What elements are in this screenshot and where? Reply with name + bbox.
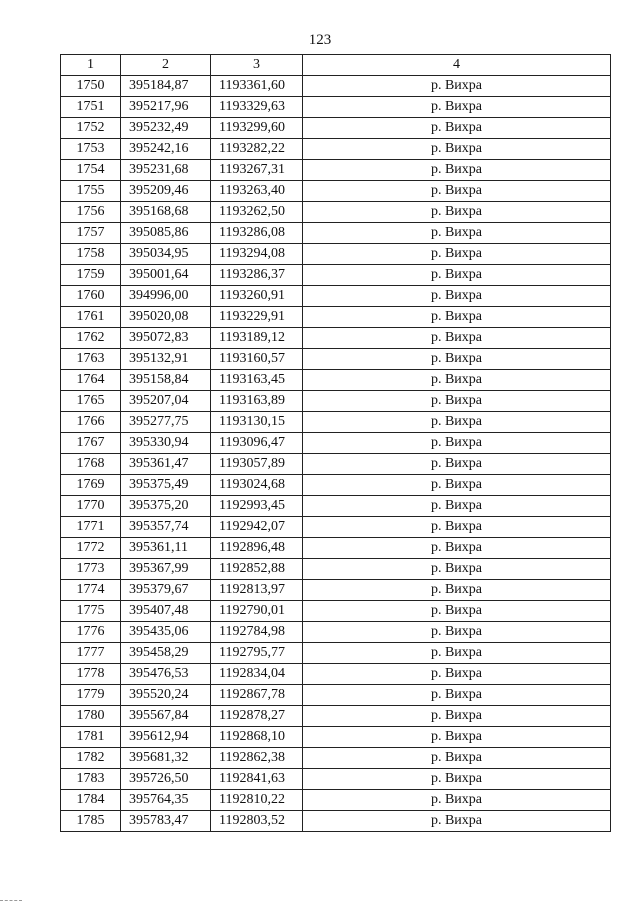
point-number-cell: 1765: [61, 391, 121, 412]
point-number-cell: 1757: [61, 223, 121, 244]
x-coordinate-cell: 395435,06: [121, 622, 211, 643]
table-row: [61, 643, 611, 664]
point-number-cell: 1775: [61, 601, 121, 622]
table-row: [61, 559, 611, 580]
y-coordinate-cell: 1193282,22: [211, 139, 303, 160]
point-number-cell: 1782: [61, 748, 121, 769]
description-cell: р. Вихра: [303, 97, 611, 118]
table-row: [61, 307, 611, 328]
y-coordinate-cell: 1192813,97: [211, 580, 303, 601]
y-coordinate-cell: 1193024,68: [211, 475, 303, 496]
description-cell: р. Вихра: [303, 559, 611, 580]
table-row: [61, 349, 611, 370]
x-coordinate-cell: 395072,83: [121, 328, 211, 349]
x-coordinate-cell: 395209,46: [121, 181, 211, 202]
table-row: [61, 181, 611, 202]
y-coordinate-cell: 1192841,63: [211, 769, 303, 790]
point-number-cell: 1766: [61, 412, 121, 433]
y-coordinate-cell: 1192784,98: [211, 622, 303, 643]
coordinates-table: [60, 54, 611, 832]
y-coordinate-cell: 1192942,07: [211, 517, 303, 538]
description-cell: р. Вихра: [303, 769, 611, 790]
description-cell: р. Вихра: [303, 202, 611, 223]
x-coordinate-cell: 395458,29: [121, 643, 211, 664]
y-coordinate-cell: 1193163,89: [211, 391, 303, 412]
x-coordinate-cell: 395361,11: [121, 538, 211, 559]
point-number-cell: 1764: [61, 370, 121, 391]
x-coordinate-cell: 395407,48: [121, 601, 211, 622]
point-number-cell: 1753: [61, 139, 121, 160]
table-row: [61, 265, 611, 286]
y-coordinate-cell: 1193267,31: [211, 160, 303, 181]
x-coordinate-cell: 395567,84: [121, 706, 211, 727]
description-cell: р. Вихра: [303, 349, 611, 370]
table-row: [61, 622, 611, 643]
table-row: [61, 160, 611, 181]
point-number-cell: 1779: [61, 685, 121, 706]
y-coordinate-cell: 1193294,08: [211, 244, 303, 265]
x-coordinate-cell: 395612,94: [121, 727, 211, 748]
table-row: [61, 790, 611, 811]
x-coordinate-cell: 395330,94: [121, 433, 211, 454]
y-coordinate-cell: 1193096,47: [211, 433, 303, 454]
description-cell: р. Вихра: [303, 580, 611, 601]
table-row: [61, 433, 611, 454]
point-number-cell: 1767: [61, 433, 121, 454]
table-row: [61, 580, 611, 601]
y-coordinate-cell: 1193361,60: [211, 76, 303, 97]
table-row: [61, 538, 611, 559]
table-row: [61, 664, 611, 685]
x-coordinate-cell: 395020,08: [121, 307, 211, 328]
table-row: [61, 97, 611, 118]
x-coordinate-cell: 395520,24: [121, 685, 211, 706]
y-coordinate-cell: 1192834,04: [211, 664, 303, 685]
point-number-cell: 1781: [61, 727, 121, 748]
table-row: [61, 286, 611, 307]
description-cell: р. Вихра: [303, 811, 611, 832]
description-cell: р. Вихра: [303, 76, 611, 97]
point-number-cell: 1771: [61, 517, 121, 538]
x-coordinate-cell: 395242,16: [121, 139, 211, 160]
point-number-cell: 1780: [61, 706, 121, 727]
table-row: [61, 391, 611, 412]
y-coordinate-cell: 1193329,63: [211, 97, 303, 118]
description-cell: р. Вихра: [303, 727, 611, 748]
table-row: [61, 454, 611, 475]
table-row: [61, 223, 611, 244]
table-row: [61, 496, 611, 517]
description-cell: р. Вихра: [303, 244, 611, 265]
table-row: [61, 811, 611, 832]
column-header-3: 3: [211, 55, 303, 76]
point-number-cell: 1755: [61, 181, 121, 202]
x-coordinate-cell: 395217,96: [121, 97, 211, 118]
description-cell: р. Вихра: [303, 433, 611, 454]
description-cell: р. Вихра: [303, 538, 611, 559]
point-number-cell: 1773: [61, 559, 121, 580]
table-row: [61, 748, 611, 769]
y-coordinate-cell: 1192896,48: [211, 538, 303, 559]
table-row: [61, 727, 611, 748]
description-cell: р. Вихра: [303, 391, 611, 412]
y-coordinate-cell: 1193229,91: [211, 307, 303, 328]
table-row: [61, 202, 611, 223]
y-coordinate-cell: 1192862,38: [211, 748, 303, 769]
table-row: [61, 244, 611, 265]
x-coordinate-cell: 395361,47: [121, 454, 211, 475]
table-row: [61, 370, 611, 391]
point-number-cell: 1760: [61, 286, 121, 307]
x-coordinate-cell: 395277,75: [121, 412, 211, 433]
description-cell: р. Вихра: [303, 160, 611, 181]
description-cell: р. Вихра: [303, 265, 611, 286]
table-row: [61, 475, 611, 496]
y-coordinate-cell: 1193163,45: [211, 370, 303, 391]
point-number-cell: 1774: [61, 580, 121, 601]
x-coordinate-cell: 395476,53: [121, 664, 211, 685]
point-number-cell: 1776: [61, 622, 121, 643]
point-number-cell: 1777: [61, 643, 121, 664]
table-row: [61, 328, 611, 349]
x-coordinate-cell: 395085,86: [121, 223, 211, 244]
description-cell: р. Вихра: [303, 517, 611, 538]
description-cell: р. Вихра: [303, 118, 611, 139]
y-coordinate-cell: 1192795,77: [211, 643, 303, 664]
x-coordinate-cell: 395375,49: [121, 475, 211, 496]
table-header-row: [61, 55, 611, 76]
description-cell: р. Вихра: [303, 622, 611, 643]
y-coordinate-cell: 1193260,91: [211, 286, 303, 307]
description-cell: р. Вихра: [303, 181, 611, 202]
description-cell: р. Вихра: [303, 790, 611, 811]
y-coordinate-cell: 1192868,10: [211, 727, 303, 748]
point-number-cell: 1770: [61, 496, 121, 517]
x-coordinate-cell: 395231,68: [121, 160, 211, 181]
description-cell: р. Вихра: [303, 328, 611, 349]
y-coordinate-cell: 1193299,60: [211, 118, 303, 139]
x-coordinate-cell: 395158,84: [121, 370, 211, 391]
table-row: [61, 118, 611, 139]
table-row: [61, 601, 611, 622]
point-number-cell: 1758: [61, 244, 121, 265]
x-coordinate-cell: 395207,04: [121, 391, 211, 412]
y-coordinate-cell: 1192810,22: [211, 790, 303, 811]
x-coordinate-cell: 395034,95: [121, 244, 211, 265]
y-coordinate-cell: 1193057,89: [211, 454, 303, 475]
x-coordinate-cell: 395184,87: [121, 76, 211, 97]
point-number-cell: 1778: [61, 664, 121, 685]
table-body: [61, 76, 611, 832]
point-number-cell: 1763: [61, 349, 121, 370]
point-number-cell: 1785: [61, 811, 121, 832]
point-number-cell: 1762: [61, 328, 121, 349]
x-coordinate-cell: 395232,49: [121, 118, 211, 139]
table-row: [61, 769, 611, 790]
y-coordinate-cell: 1192867,78: [211, 685, 303, 706]
column-header-4: 4: [303, 55, 611, 76]
x-coordinate-cell: 395783,47: [121, 811, 211, 832]
x-coordinate-cell: 395132,91: [121, 349, 211, 370]
table-row: [61, 685, 611, 706]
description-cell: р. Вихра: [303, 601, 611, 622]
point-number-cell: 1756: [61, 202, 121, 223]
x-coordinate-cell: 395375,20: [121, 496, 211, 517]
x-coordinate-cell: 394996,00: [121, 286, 211, 307]
x-coordinate-cell: 395168,68: [121, 202, 211, 223]
x-coordinate-cell: 395357,74: [121, 517, 211, 538]
point-number-cell: 1750: [61, 76, 121, 97]
point-number-cell: 1752: [61, 118, 121, 139]
y-coordinate-cell: 1192852,88: [211, 559, 303, 580]
point-number-cell: 1759: [61, 265, 121, 286]
description-cell: р. Вихра: [303, 706, 611, 727]
column-header-1: 1: [61, 55, 121, 76]
y-coordinate-cell: 1192803,52: [211, 811, 303, 832]
y-coordinate-cell: 1193262,50: [211, 202, 303, 223]
table-row: [61, 706, 611, 727]
y-coordinate-cell: 1192878,27: [211, 706, 303, 727]
x-coordinate-cell: 395001,64: [121, 265, 211, 286]
description-cell: р. Вихра: [303, 475, 611, 496]
description-cell: р. Вихра: [303, 286, 611, 307]
page-number: 123: [308, 32, 332, 48]
description-cell: р. Вихра: [303, 454, 611, 475]
description-cell: р. Вихра: [303, 223, 611, 244]
description-cell: р. Вихра: [303, 685, 611, 706]
point-number-cell: 1751: [61, 97, 121, 118]
point-number-cell: 1768: [61, 454, 121, 475]
table-row: [61, 139, 611, 160]
y-coordinate-cell: 1193286,37: [211, 265, 303, 286]
x-coordinate-cell: 395726,50: [121, 769, 211, 790]
description-cell: р. Вихра: [303, 412, 611, 433]
table-row: [61, 412, 611, 433]
point-number-cell: 1772: [61, 538, 121, 559]
table-row: [61, 76, 611, 97]
y-coordinate-cell: 1193160,57: [211, 349, 303, 370]
x-coordinate-cell: 395764,35: [121, 790, 211, 811]
description-cell: р. Вихра: [303, 643, 611, 664]
description-cell: р. Вихра: [303, 307, 611, 328]
y-coordinate-cell: 1193286,08: [211, 223, 303, 244]
point-number-cell: 1769: [61, 475, 121, 496]
description-cell: р. Вихра: [303, 664, 611, 685]
y-coordinate-cell: 1192790,01: [211, 601, 303, 622]
description-cell: р. Вихра: [303, 496, 611, 517]
table-row: [61, 517, 611, 538]
x-coordinate-cell: 395681,32: [121, 748, 211, 769]
point-number-cell: 1783: [61, 769, 121, 790]
y-coordinate-cell: 1193189,12: [211, 328, 303, 349]
scan-edge-mark: [0, 900, 22, 903]
point-number-cell: 1761: [61, 307, 121, 328]
x-coordinate-cell: 395367,99: [121, 559, 211, 580]
description-cell: р. Вихра: [303, 748, 611, 769]
column-header-2: 2: [121, 55, 211, 76]
point-number-cell: 1784: [61, 790, 121, 811]
y-coordinate-cell: 1193130,15: [211, 412, 303, 433]
x-coordinate-cell: 395379,67: [121, 580, 211, 601]
point-number-cell: 1754: [61, 160, 121, 181]
y-coordinate-cell: 1192993,45: [211, 496, 303, 517]
description-cell: р. Вихра: [303, 370, 611, 391]
description-cell: р. Вихра: [303, 139, 611, 160]
y-coordinate-cell: 1193263,40: [211, 181, 303, 202]
